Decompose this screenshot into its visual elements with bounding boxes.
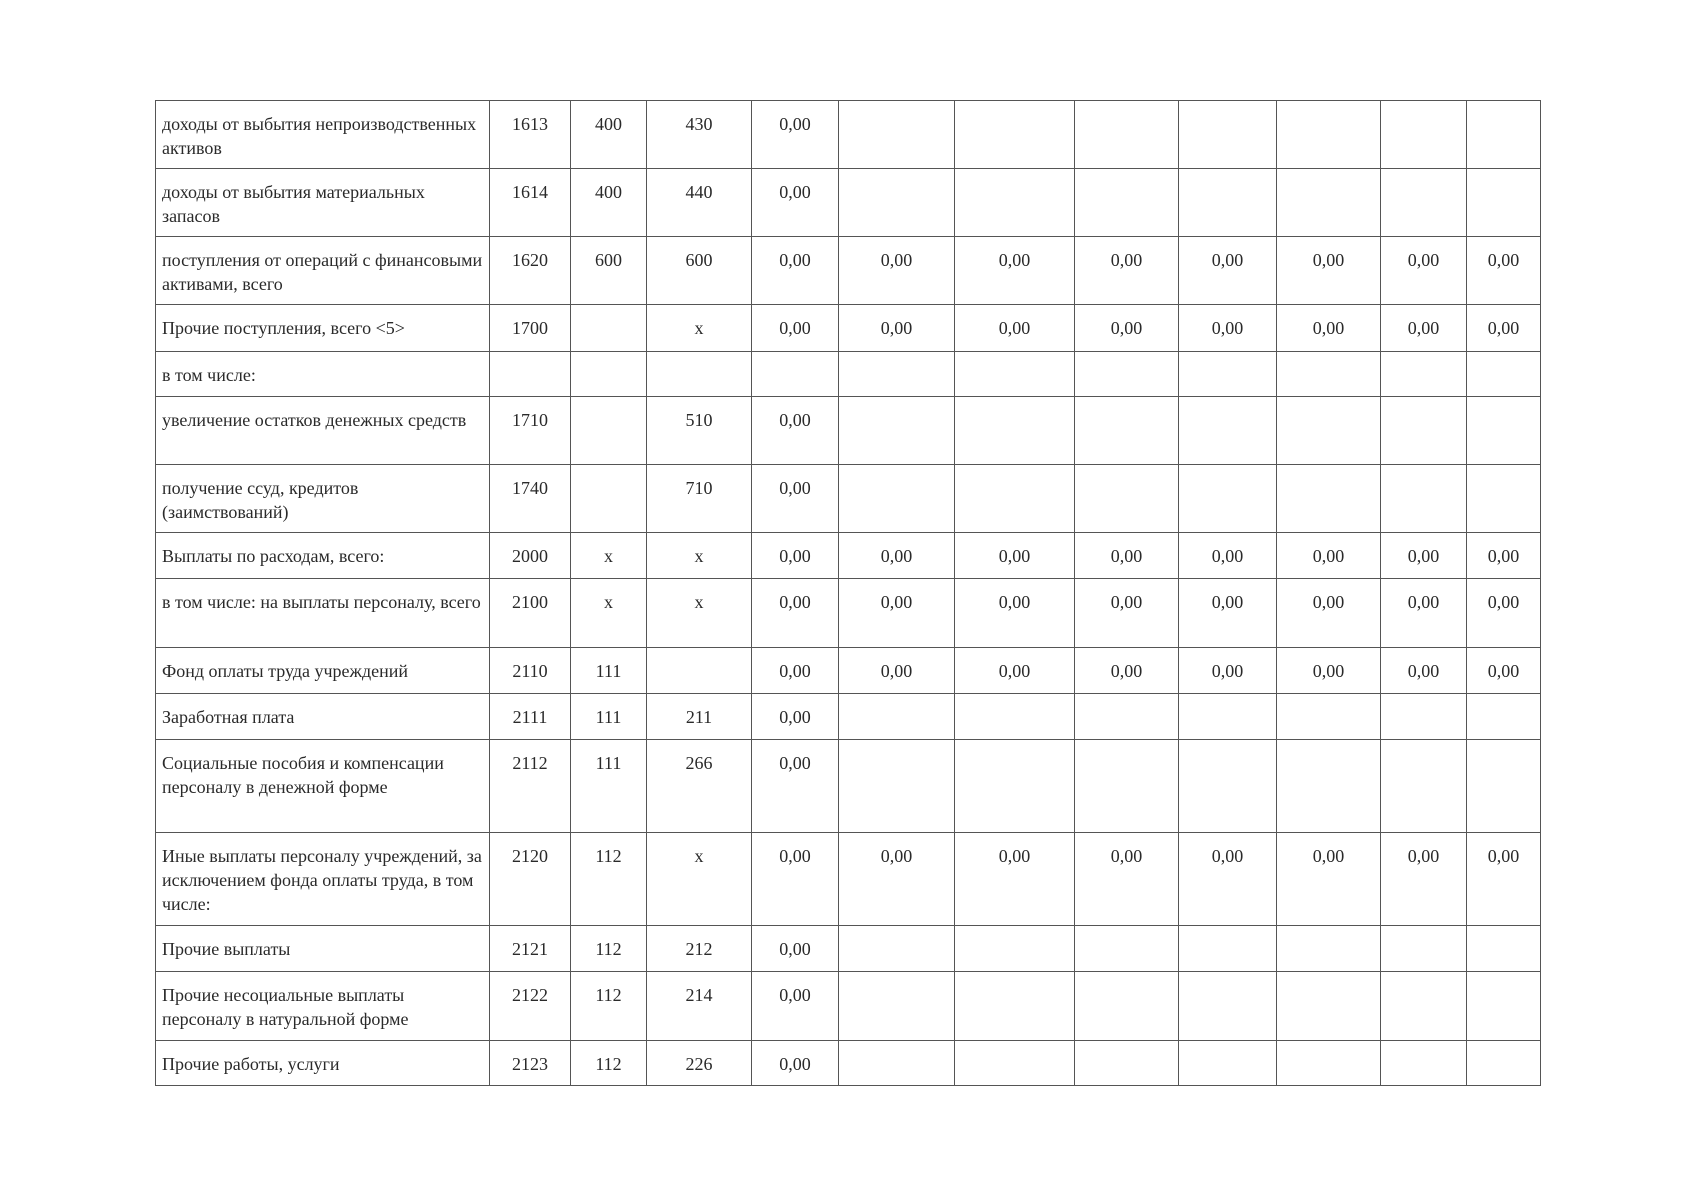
row-value-cell: 0,00: [1277, 833, 1381, 926]
row-value-cell: [1467, 694, 1541, 740]
row-value-cell: 0,00: [1381, 648, 1467, 694]
row-value-cell: 0,00: [752, 305, 839, 352]
row-value-cell: 0,00: [752, 237, 839, 305]
table-row: [156, 579, 1541, 648]
row-value-cell: 0,00: [1467, 833, 1541, 926]
row-value-cell: [955, 926, 1075, 972]
row-value-cell: [955, 169, 1075, 237]
row-value-cell: 0,00: [1467, 237, 1541, 305]
row-label-cell: Прочие поступления, всего <5>: [156, 305, 490, 352]
row-value-cell: 0,00: [752, 740, 839, 833]
row-value-cell: [1467, 740, 1541, 833]
row-value-cell: [1277, 352, 1381, 397]
row-value-cell: [1467, 465, 1541, 533]
row-value-cell: [955, 740, 1075, 833]
row-value-cell: 0,00: [1381, 533, 1467, 579]
row-value-cell: [1467, 972, 1541, 1041]
row-subcode-cell: 600: [647, 237, 752, 305]
row-label-cell: в том числе: на выплаты персоналу, всего: [156, 579, 490, 648]
row-value-cell: 0,00: [752, 169, 839, 237]
row-subcode-cell: x: [647, 533, 752, 579]
row-value-cell: [1075, 397, 1179, 465]
row-value-cell: [1075, 352, 1179, 397]
row-value-cell: [1381, 465, 1467, 533]
row-value-cell: [955, 1041, 1075, 1086]
row-code-cell: 1620: [490, 237, 571, 305]
row-value-cell: [1467, 926, 1541, 972]
row-code-cell: 2111: [490, 694, 571, 740]
row-label-cell: Социальные пособия и компенсации персоналу в денежной форме: [156, 740, 490, 833]
row-label-cell: в том числе:: [156, 352, 490, 397]
row-value-cell: 0,00: [1179, 533, 1277, 579]
row-kosgu-cell: 112: [571, 833, 647, 926]
row-value-cell: [1381, 352, 1467, 397]
table-row: [156, 740, 1541, 833]
row-value-cell: 0,00: [1381, 237, 1467, 305]
row-value-cell: [1075, 169, 1179, 237]
row-value-cell: [839, 169, 955, 237]
row-label-cell: доходы от выбытия непроизводственных активов: [156, 101, 490, 169]
table-row: [156, 397, 1541, 465]
row-value-cell: 0,00: [752, 101, 839, 169]
row-subcode-cell: x: [647, 305, 752, 352]
row-value-cell: [1277, 926, 1381, 972]
row-value-cell: [1179, 397, 1277, 465]
table-row: [156, 237, 1541, 305]
row-value-cell: 0,00: [752, 694, 839, 740]
row-kosgu-cell: 111: [571, 648, 647, 694]
row-value-cell: 0,00: [1179, 833, 1277, 926]
row-value-cell: 0,00: [1381, 305, 1467, 352]
row-value-cell: 0,00: [1467, 648, 1541, 694]
row-subcode-cell: 226: [647, 1041, 752, 1086]
row-value-cell: [1277, 1041, 1381, 1086]
row-code-cell: 1614: [490, 169, 571, 237]
row-value-cell: 0,00: [1179, 305, 1277, 352]
row-value-cell: 0,00: [1075, 579, 1179, 648]
row-value-cell: [955, 101, 1075, 169]
row-value-cell: [1179, 972, 1277, 1041]
row-value-cell: 0,00: [1277, 648, 1381, 694]
row-kosgu-cell: [571, 305, 647, 352]
row-code-cell: 1613: [490, 101, 571, 169]
row-value-cell: 0,00: [1467, 533, 1541, 579]
row-label-cell: получение ссуд, кредитов (заимствований): [156, 465, 490, 533]
table-row: [156, 1041, 1541, 1086]
row-value-cell: 0,00: [955, 648, 1075, 694]
row-label-cell: увеличение остатков денежных средств: [156, 397, 490, 465]
row-value-cell: [955, 352, 1075, 397]
row-code-cell: 1700: [490, 305, 571, 352]
row-value-cell: [1075, 1041, 1179, 1086]
row-code-cell: 2100: [490, 579, 571, 648]
row-label-cell: доходы от выбытия материальных запасов: [156, 169, 490, 237]
row-value-cell: 0,00: [1075, 237, 1179, 305]
row-value-cell: [752, 352, 839, 397]
row-value-cell: [1467, 352, 1541, 397]
row-value-cell: [1467, 397, 1541, 465]
row-subcode-cell: 266: [647, 740, 752, 833]
row-value-cell: [1075, 740, 1179, 833]
row-kosgu-cell: 112: [571, 1041, 647, 1086]
row-label-cell: Прочие несоциальные выплаты персоналу в натуральной форме: [156, 972, 490, 1041]
row-value-cell: 0,00: [839, 648, 955, 694]
row-value-cell: 0,00: [955, 533, 1075, 579]
row-value-cell: [955, 694, 1075, 740]
row-code-cell: 2123: [490, 1041, 571, 1086]
row-subcode-cell: x: [647, 833, 752, 926]
row-value-cell: [1179, 169, 1277, 237]
row-value-cell: [1075, 694, 1179, 740]
table-row: [156, 694, 1541, 740]
row-kosgu-cell: x: [571, 579, 647, 648]
row-kosgu-cell: [571, 352, 647, 397]
row-value-cell: [1075, 926, 1179, 972]
row-value-cell: [1467, 1041, 1541, 1086]
row-value-cell: 0,00: [752, 579, 839, 648]
table-row: [156, 972, 1541, 1041]
table-row: [156, 352, 1541, 397]
row-subcode-cell: 430: [647, 101, 752, 169]
row-value-cell: [955, 465, 1075, 533]
row-value-cell: [1075, 465, 1179, 533]
row-value-cell: [1179, 352, 1277, 397]
row-value-cell: 0,00: [752, 397, 839, 465]
row-value-cell: 0,00: [955, 579, 1075, 648]
row-value-cell: 0,00: [1075, 533, 1179, 579]
row-code-cell: 2121: [490, 926, 571, 972]
row-kosgu-cell: 400: [571, 101, 647, 169]
row-value-cell: [1179, 694, 1277, 740]
table-body: [156, 101, 1541, 1086]
row-value-cell: [1277, 101, 1381, 169]
table-row: [156, 648, 1541, 694]
row-value-cell: [1277, 397, 1381, 465]
row-value-cell: [1381, 926, 1467, 972]
row-code-cell: 2120: [490, 833, 571, 926]
table-row: [156, 101, 1541, 169]
row-value-cell: 0,00: [839, 579, 955, 648]
row-value-cell: 0,00: [1381, 833, 1467, 926]
row-subcode-cell: 212: [647, 926, 752, 972]
row-value-cell: [1277, 465, 1381, 533]
row-label-cell: Заработная плата: [156, 694, 490, 740]
row-subcode-cell: 211: [647, 694, 752, 740]
row-kosgu-cell: 112: [571, 926, 647, 972]
row-value-cell: [1381, 397, 1467, 465]
row-value-cell: 0,00: [752, 972, 839, 1041]
row-value-cell: [839, 694, 955, 740]
row-value-cell: [955, 972, 1075, 1041]
row-value-cell: [1075, 972, 1179, 1041]
row-subcode-cell: x: [647, 579, 752, 648]
row-label-cell: Прочие работы, услуги: [156, 1041, 490, 1086]
row-label-cell: Выплаты по расходам, всего:: [156, 533, 490, 579]
table-row: [156, 305, 1541, 352]
row-value-cell: [1277, 740, 1381, 833]
row-kosgu-cell: x: [571, 533, 647, 579]
row-value-cell: 0,00: [1179, 648, 1277, 694]
row-value-cell: 0,00: [1467, 579, 1541, 648]
row-value-cell: 0,00: [955, 237, 1075, 305]
row-value-cell: [839, 972, 955, 1041]
row-value-cell: [839, 352, 955, 397]
row-value-cell: [1381, 101, 1467, 169]
row-code-cell: 1710: [490, 397, 571, 465]
row-value-cell: 0,00: [752, 1041, 839, 1086]
row-subcode-cell: [647, 648, 752, 694]
row-kosgu-cell: 111: [571, 694, 647, 740]
row-label-cell: Иные выплаты персоналу учреждений, за исключением фонда оплаты труда, в том числе:: [156, 833, 490, 926]
row-code-cell: 2110: [490, 648, 571, 694]
row-code-cell: 1740: [490, 465, 571, 533]
table-row: [156, 465, 1541, 533]
row-value-cell: 0,00: [839, 533, 955, 579]
row-value-cell: [1179, 926, 1277, 972]
row-subcode-cell: 440: [647, 169, 752, 237]
row-value-cell: 0,00: [1277, 237, 1381, 305]
row-label-cell: поступления от операций с финансовыми активами, всего: [156, 237, 490, 305]
row-value-cell: [1179, 740, 1277, 833]
row-value-cell: [839, 1041, 955, 1086]
row-kosgu-cell: 400: [571, 169, 647, 237]
row-value-cell: 0,00: [1277, 533, 1381, 579]
row-kosgu-cell: 112: [571, 972, 647, 1041]
row-value-cell: [839, 397, 955, 465]
row-value-cell: 0,00: [752, 465, 839, 533]
row-value-cell: [839, 465, 955, 533]
row-value-cell: [1381, 740, 1467, 833]
row-value-cell: 0,00: [1075, 648, 1179, 694]
row-value-cell: 0,00: [839, 833, 955, 926]
row-value-cell: [1179, 465, 1277, 533]
row-value-cell: 0,00: [1179, 237, 1277, 305]
row-code-cell: 2000: [490, 533, 571, 579]
row-value-cell: [1277, 972, 1381, 1041]
row-kosgu-cell: [571, 465, 647, 533]
row-value-cell: 0,00: [955, 305, 1075, 352]
row-label-cell: Фонд оплаты труда учреждений: [156, 648, 490, 694]
row-value-cell: 0,00: [1179, 579, 1277, 648]
row-value-cell: 0,00: [1277, 579, 1381, 648]
row-value-cell: [1075, 101, 1179, 169]
row-code-cell: 2112: [490, 740, 571, 833]
row-value-cell: [1277, 694, 1381, 740]
row-subcode-cell: 710: [647, 465, 752, 533]
row-value-cell: 0,00: [752, 926, 839, 972]
row-subcode-cell: 510: [647, 397, 752, 465]
row-value-cell: [839, 101, 955, 169]
row-label-cell: Прочие выплаты: [156, 926, 490, 972]
row-subcode-cell: [647, 352, 752, 397]
row-value-cell: 0,00: [839, 305, 955, 352]
table-row: [156, 833, 1541, 926]
row-value-cell: [1381, 694, 1467, 740]
row-value-cell: 0,00: [1467, 305, 1541, 352]
table-row: [156, 169, 1541, 237]
row-value-cell: 0,00: [1075, 305, 1179, 352]
row-value-cell: 0,00: [1381, 579, 1467, 648]
row-value-cell: 0,00: [839, 237, 955, 305]
row-value-cell: [839, 740, 955, 833]
row-value-cell: [1179, 101, 1277, 169]
row-value-cell: 0,00: [752, 533, 839, 579]
table-row: [156, 533, 1541, 579]
row-subcode-cell: 214: [647, 972, 752, 1041]
row-value-cell: [955, 397, 1075, 465]
row-kosgu-cell: 111: [571, 740, 647, 833]
row-value-cell: [1467, 101, 1541, 169]
row-value-cell: [1381, 972, 1467, 1041]
financial-plan-table: [155, 100, 1541, 1086]
row-value-cell: [1381, 1041, 1467, 1086]
row-code-cell: [490, 352, 571, 397]
table-row: [156, 926, 1541, 972]
row-kosgu-cell: 600: [571, 237, 647, 305]
row-value-cell: [1467, 169, 1541, 237]
row-value-cell: [1381, 169, 1467, 237]
row-value-cell: 0,00: [752, 648, 839, 694]
row-value-cell: 0,00: [752, 833, 839, 926]
row-kosgu-cell: [571, 397, 647, 465]
row-value-cell: [1277, 169, 1381, 237]
row-code-cell: 2122: [490, 972, 571, 1041]
row-value-cell: 0,00: [1075, 833, 1179, 926]
row-value-cell: 0,00: [1277, 305, 1381, 352]
row-value-cell: 0,00: [955, 833, 1075, 926]
row-value-cell: [1179, 1041, 1277, 1086]
row-value-cell: [839, 926, 955, 972]
